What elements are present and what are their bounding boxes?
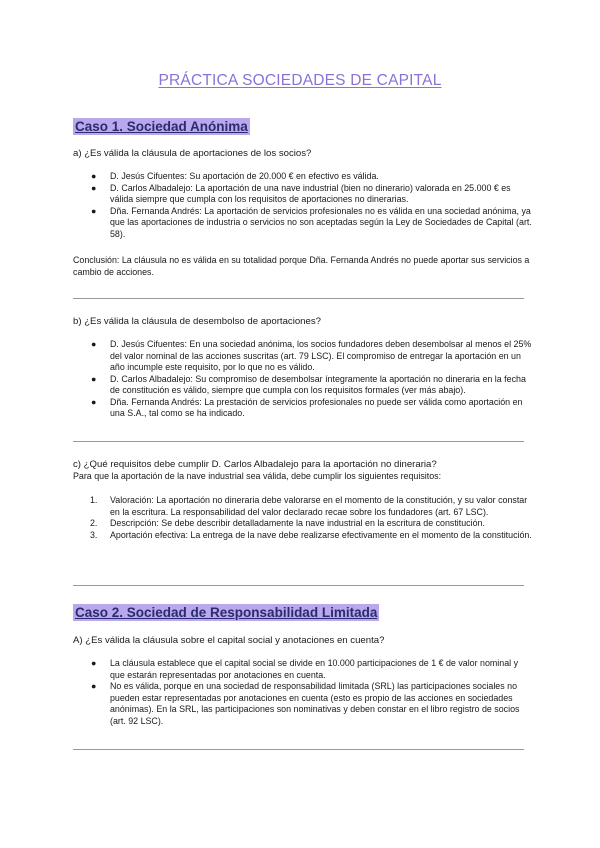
list-item: ● D. Jesús Cifuentes: En una sociedad anónima, los socios fundadores deben desembolsar al menos el 25% del valor nominal de las acciones suscritas (art. 79 LSC). El compromiso de entregar la aportación en un año incumple este requisito, por lo que no es válido.	[91, 339, 532, 372]
case2-a-list	[73, 658, 533, 727]
bullet-icon: ●	[91, 171, 97, 181]
case1-conclusion: Conclusión: La cláusula no es válida en su totalidad porque Dña. Fernanda Andrés no puede aportar sus servicios a cambio de acciones.	[73, 255, 530, 277]
bullet-icon: ●	[91, 182, 97, 193]
bullet-icon: ●	[91, 339, 97, 349]
case1-a-list	[73, 171, 533, 240]
list-number: 3.	[90, 529, 98, 540]
bullet-icon: ●	[91, 373, 97, 384]
bullet-icon: ●	[91, 205, 97, 216]
case1-question-c: c) ¿Qué requisitos debe cumplir D. Carlos Albadalejo para la aportación no dineraria?	[73, 459, 437, 470]
divider	[73, 441, 524, 442]
list-item: ● Dña. Fernanda Andrés: La aportación de servicios profesionales no es válida en una sociedad anónima, ya que las aportaciones de industria o servicios no son aceptadas según la Ley de Sociedades de Capital (art. 58).	[91, 205, 532, 239]
list-number: 1.	[90, 495, 98, 505]
list-item: ● No es válida, porque en una sociedad de responsabilidad limitada (SRL) las participaciones sociales no pueden estar representadas por anotaciones en cuenta (esto es propio de las acciones en sociedades anónimas). En la SRL, las participaciones son nominativas y deben constar en el libro registro de socios (art. 92 LSC).	[91, 681, 520, 726]
case1-b-list	[73, 339, 533, 420]
divider	[73, 749, 524, 750]
list-item: 2. Descripción: Se debe describir detalladamente la nave industrial en la escritura de constitución.	[90, 518, 485, 528]
case2-heading: Caso 2. Sociedad de Responsabilidad Limitada	[75, 605, 378, 620]
document-title: PRÁCTICA SOCIEDADES DE CAPITAL	[158, 72, 442, 89]
list-item: 1. Valoración: La aportación no dineraria debe valorarse en el momento de la constitución, y su valor constar en la escritura. La responsabilidad del valor declarado recae sobre los fundadores (art. 67 LSC).	[90, 495, 528, 517]
case2-question-a: A) ¿Es válida la cláusula sobre el capital social y anotaciones en cuenta?	[73, 635, 385, 646]
bullet-icon: ●	[91, 658, 97, 668]
case1-heading: Caso 1. Sociedad Anónima	[75, 119, 248, 134]
case1-c-intro: Para que la aportación de la nave industrial sea válida, debe cumplir los siguientes requisitos:	[73, 471, 442, 481]
divider	[73, 585, 524, 586]
list-number: 2.	[90, 518, 98, 528]
list-item: ● Dña. Fernanda Andrés: La prestación de servicios profesionales no puede ser válida como aportación en una S.A., tal como se ha indicado.	[91, 396, 523, 418]
divider	[73, 298, 524, 299]
list-item: 3. Aportación efectiva: La entrega de la nave debe realizarse efectivamente en el momento de la constitución.	[90, 529, 532, 540]
bullet-icon: ●	[91, 396, 97, 407]
bullet-icon: ●	[91, 681, 97, 691]
list-item: ● La cláusula establece que el capital social se divide en 10.000 participaciones de 1 € de valor nominal y que estarán representadas por anotaciones en cuenta.	[91, 658, 519, 680]
list-item: ● D. Jesús Cifuentes: Su aportación de 20.000 € en efectivo es válida.	[91, 171, 379, 181]
list-item: ● D. Carlos Albadalejo: La aportación de una nave industrial (bien no dinerario) valorada en 25.000 € es válida siempre que cumpla con los requisitos de aportaciones no dinerarias.	[91, 182, 511, 204]
case1-question-a: a) ¿Es válida la cláusula de aportaciones de los socios?	[73, 148, 312, 159]
case1-question-b: b) ¿Es válida la cláusula de desembolso de aportaciones?	[73, 316, 321, 327]
case1-c-numbered-list	[73, 495, 533, 541]
list-item: ● D. Carlos Albadalejo: Su compromiso de desembolsar íntegramente la aportación no dineraria en la fecha de constitución es válido, siempre que cumpla con los requisitos formales (ver más abajo).	[91, 373, 526, 395]
